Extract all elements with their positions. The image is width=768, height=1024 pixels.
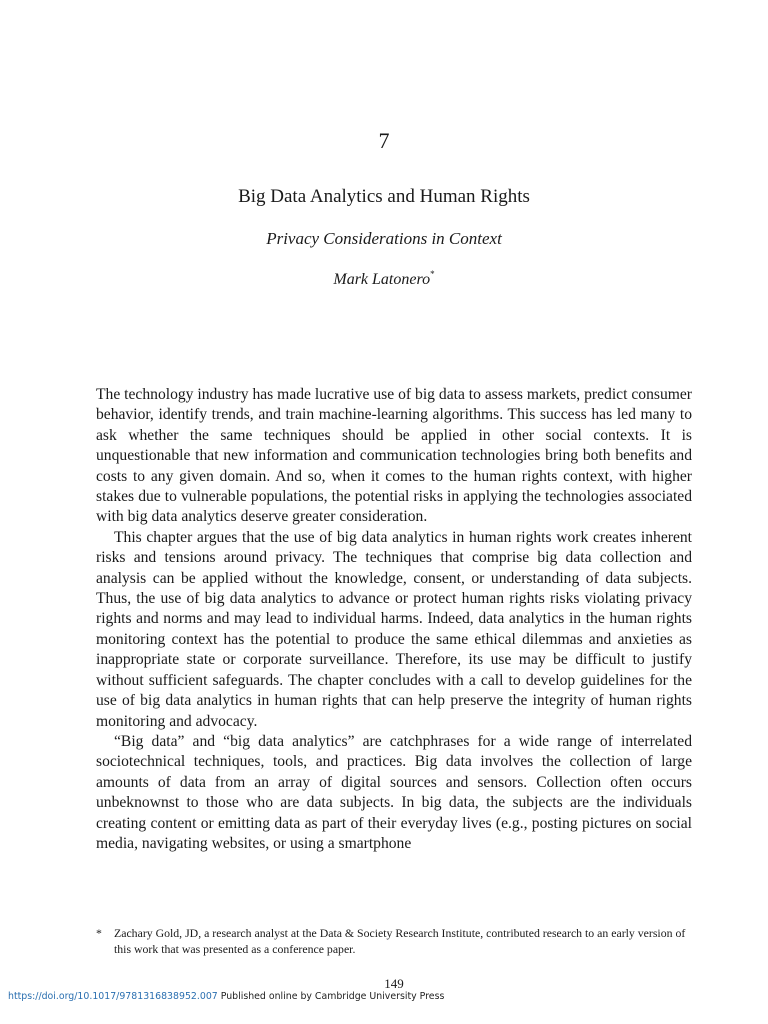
footnote-mark: *	[96, 926, 102, 940]
chapter-number: 7	[378, 128, 390, 153]
author-name: Mark Latonero	[333, 271, 431, 288]
chapter-subtitle: Privacy Considerations in Context	[266, 229, 502, 248]
author-line	[0, 271, 768, 289]
chapter-title: Big Data Analytics and Human Rights	[238, 186, 530, 207]
published-online-note: Published online by Cambridge University Press	[220, 991, 445, 1002]
source-line	[8, 991, 444, 1002]
body-paragraph: The technology industry has made lucrative use of big data to assess markets, predict consumer behavior, identify trends, and train machine-learning algorithms. This success has led many to ask whether the same techniques should be applied in other social contexts. It is unquestionable that new information and communication technologies bring both benefits and costs to any given domain. And so, when it comes to the human rights context, with higher stakes due to vulnerable populations, the potential risks in applying the technologies associated with big data analytics deserve greater consideration.	[96, 386, 692, 526]
footnote	[96, 925, 692, 957]
footnote-text: Zachary Gold, JD, a research analyst at the Data & Society Research Institute, contributed research to an early version of this work that was presented as a conference paper.	[114, 926, 686, 956]
author-footnote-mark: *	[430, 269, 435, 279]
body-paragraph: This chapter argues that the use of big data analytics in human rights work creates inherent risks and tensions around privacy. The techniques that comprise big data collection and analysis can be applied without the knowledge, consent, or understanding of data subjects. Thus, the use of big data analytics to advance or protect human rights risks violating privacy rights and norms and may lead to individual harms. Indeed, data analytics in the human rights monitoring context has the potential to produce the same ethical dilemmas and anxieties as inappropriate state or corporate surveillance. Therefore, its use may be difficult to justify without sufficient safeguards. The chapter concludes with a call to develop guidelines for the use of big data analytics in human rights that can help preserve the integrity of human rights monitoring and advocacy.	[96, 528, 692, 730]
doi-link[interactable]: https://doi.org/10.1017/9781316838952.007	[8, 991, 218, 1002]
page-number: 149	[384, 976, 404, 991]
chapter-body	[96, 385, 692, 854]
body-paragraph: “Big data” and “big data analytics” are catchphrases for a wide range of interrelated sociotechnical techniques, tools, and practices. Big data involves the collection of large amounts of data from an array of digital sources and sensors. Collection often occurs unbeknownst to those who are data subjects. In big data, the subjects are the individuals creating content or emitting data as part of their everyday lives (e.g., posting pictures on social media, navigating websites, or using a smartphone	[96, 732, 692, 852]
